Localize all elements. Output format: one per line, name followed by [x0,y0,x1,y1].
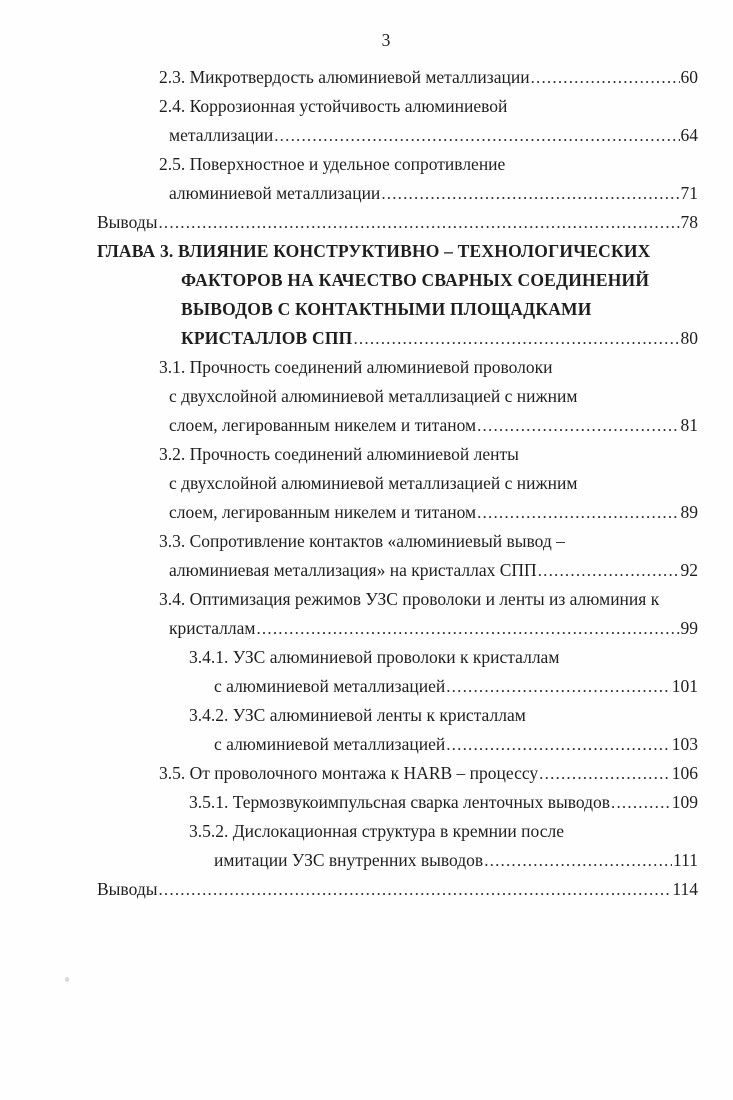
toc-line-text: 3.4.2. УЗС алюминиевой ленты к кристаллам [189,705,526,725]
toc-line-text: с двухслойной алюминиевой металлизацией с нижним [169,473,578,493]
toc-line-text: с алюминиевой металлизацией [214,676,446,696]
toc-page-number: 114 [672,879,698,899]
toc-page-number: 71 [680,183,698,203]
toc-dot-leader [476,411,679,440]
toc-line [97,788,698,817]
toc-page-number: 111 [673,850,698,870]
toc-line [97,875,698,904]
toc-line-text: металлизации [169,125,274,145]
toc-line [97,121,698,150]
toc-page-number: 78 [680,212,698,232]
toc-line [97,643,698,672]
toc-line [97,92,698,121]
toc-line [97,585,698,614]
toc-dot-leader [530,63,680,92]
toc-page-number: 60 [680,67,698,87]
toc-dot-leader [380,179,679,208]
toc-dot-leader [538,759,671,788]
toc-line-text: алюминиевая металлизация» на кристаллах СПП [169,560,537,580]
toc-line [97,846,698,875]
toc-dot-leader [476,498,679,527]
toc-line-text: алюминиевой металлизации [169,183,381,203]
toc-line-text: 3.4. Оптимизация режимов УЗС проволоки и ленты из алюминия к [159,589,660,609]
toc-page-number: 106 [671,763,698,783]
toc-page-number: 89 [680,502,698,522]
toc-line [97,324,698,353]
toc-line-text: ФАКТОРОВ НА КАЧЕСТВО СВАРНЫХ СОЕДИНЕНИЙ [181,270,650,290]
toc-line [97,179,698,208]
toc-line-text: имитации УЗС внутренних выводов [214,850,484,870]
toc-line-text: 3.5. От проволочного монтажа к HARB – процессу [159,763,539,783]
toc-line [97,208,698,237]
toc-line [97,498,698,527]
toc-dot-leader [157,208,679,237]
toc-line-text: Выводы [97,212,158,232]
toc-page-number: 103 [671,734,698,754]
toc-line [97,672,698,701]
toc-page-number: 81 [680,415,698,435]
toc-line-text: слоем, легированным никелем и титаном [169,502,477,522]
toc-line-text: ВЫВОДОВ С КОНТАКТНЫМИ ПЛОЩАДКАМИ [181,299,592,319]
toc-page-number: 109 [671,792,698,812]
toc-page-number: 64 [680,125,698,145]
toc-dot-leader [537,556,680,585]
toc-page-number: 80 [680,328,698,348]
toc-dot-leader [255,614,679,643]
toc-line [97,266,698,295]
toc-dot-leader [157,875,671,904]
toc-line-text: 3.4.1. УЗС алюминиевой проволоки к кристаллам [189,647,560,667]
toc-line-text: 3.5.2. Дислокационная структура в кремнии после [189,821,564,841]
toc-line [97,556,698,585]
scan-artifact-dot [65,977,69,982]
toc-line-text: 3.3. Сопротивление контактов «алюминиевый вывод – [159,531,565,551]
toc-line [97,63,698,92]
toc-line [97,817,698,846]
table-of-contents [97,63,698,904]
toc-dot-leader [445,672,671,701]
toc-line [97,150,698,179]
toc-line-text: с двухслойной алюминиевой металлизацией с нижним [169,386,578,406]
toc-line [97,411,698,440]
toc-dot-leader [610,788,671,817]
toc-line-text: КРИСТАЛЛОВ СПП [181,328,353,348]
toc-dot-leader [445,730,671,759]
page-number-header: 3 [381,30,391,50]
toc-line [97,237,698,266]
toc-page-number: 99 [680,618,698,638]
toc-dot-leader [483,846,672,875]
toc-line [97,295,698,324]
toc-page-number: 101 [671,676,698,696]
toc-line [97,382,698,411]
toc-line-text: 3.1. Прочность соединений алюминиевой проволоки [159,357,553,377]
toc-line [97,759,698,788]
toc-line-text: слоем, легированным никелем и титаном [169,415,477,435]
toc-line-text: Выводы [97,879,158,899]
toc-line-text: кристаллам [169,618,256,638]
toc-line-text: 3.5.1. Термозвукоимпульсная сварка ленточных выводов [189,792,611,812]
toc-dot-leader [352,324,679,353]
toc-line [97,440,698,469]
toc-line-text: 2.3. Микротвердость алюминиевой металлизации [159,67,530,87]
toc-dot-leader [273,121,679,150]
toc-page-number: 92 [680,560,698,580]
toc-line-text: 3.2. Прочность соединений алюминиевой ленты [159,444,519,464]
toc-line-text: 2.4. Коррозионная устойчивость алюминиевой [159,96,508,116]
toc-line [97,527,698,556]
toc-line [97,701,698,730]
toc-line [97,730,698,759]
toc-line [97,353,698,382]
toc-line [97,614,698,643]
toc-line-text: ГЛАВА 3. ВЛИЯНИЕ КОНСТРУКТИВНО – ТЕХНОЛОГИЧЕСКИХ [97,241,651,261]
toc-line-text: 2.5. Поверхностное и удельное сопротивление [159,154,506,174]
toc-line-text: с алюминиевой металлизацией [214,734,446,754]
toc-line [97,469,698,498]
